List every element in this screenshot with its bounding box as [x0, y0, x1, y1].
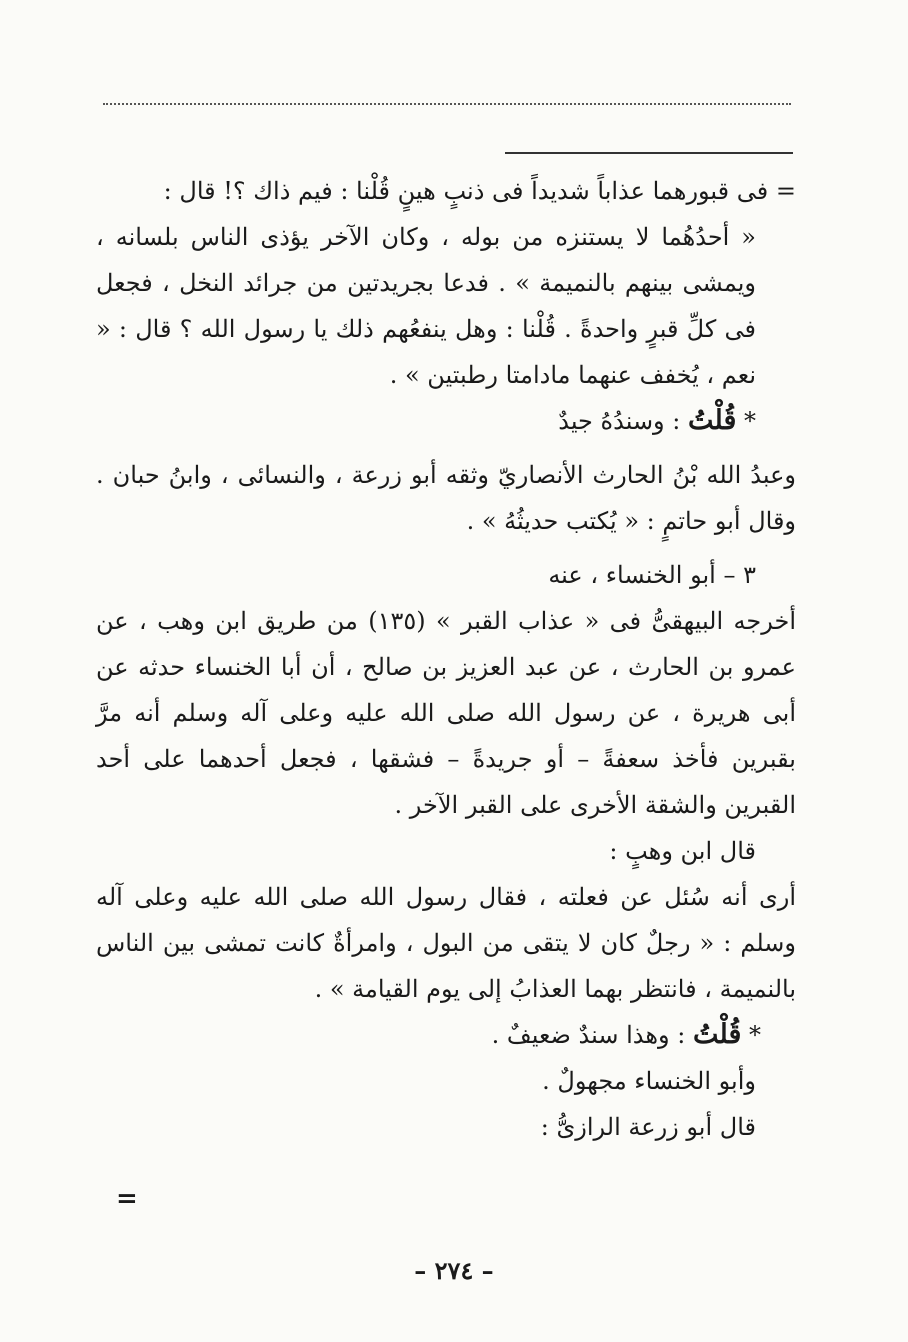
qal-ibn-wahb: قال ابن وهبٍ : [609, 837, 756, 865]
paragraph-narrator-note: وعبدُ الله بْنُ الحارث الأنصاريّ وثقه أبو زرعة ، والنسائى ، وابنُ حبان . وقال أبو حاتمٍ : « يُكتب حديثُهُ » . [96, 461, 796, 535]
section-heading-3: ٣ – أبو الخنساء ، عنه [548, 561, 756, 589]
dotted-divider [103, 103, 791, 105]
line-abu-zura: قال أبو زرعة الرازىُّ : [540, 1113, 756, 1141]
qultu-line-2 [96, 1012, 796, 1058]
star-marker: * [744, 407, 756, 435]
footnote-line-1: = فى قبورهما عذاباً شديداً فى ذنبٍ هينٍ قُلْنا : فيم ذاك ؟! قال : [163, 177, 796, 205]
paragraph-ibn-wahb: أرى أنه سُئل عن فعلته ، فقال رسول الله صلى الله عليه وعلى آله وسلم : « رجلٌ كان لا يتقى من البول ، وامرأةٌ كانت تمشى بين الناس بالنميمة ، فانتظر بهما العذابُ إلى يوم القيامة » . [96, 883, 796, 1003]
qultu-line-1 [96, 398, 796, 444]
qultu-label: قُلْتُ [688, 405, 737, 436]
star-marker: * [749, 1021, 761, 1049]
paragraph-bayhaqi: أخرجه البيهقىُّ فى « عذاب القبر » (١٣٥) من طريق ابن وهب ، عن عمرو بن الحارث ، عن عبد العزيز بن صالح ، أن أبا الخنساء حدثه عن أبى هريرة ، عن رسول الله صلى الله عليه وعلى آله وسلم أنه مرَّ بقبرين فأخذ سعفةً – أو جريدةً – فشقها ، فجعل أحدهما على أحد القبرين والشقة الأخرى على القبر الآخر . [96, 607, 796, 819]
footnote-hadith-text: « أحدُهُما لا يستنزه من بوله ، وكان الآخر يؤذى الناس بلسانه ، ويمشى بينهم بالنميمة » . فدعا بجريدتين من جرائد النخل ، فجعل فى كلِّ قبرٍ واحدةً . قُلْنا : وهل ينفعُهم ذلك يا رسول الله ؟ قال : « نعم ، يُخفف عنهما مادامتا رطبتين » . [96, 223, 756, 389]
qultu-label: قُلْتُ [693, 1019, 742, 1050]
line-abu-khansa: وأبو الخنساء مجهولٌ . [542, 1067, 756, 1095]
qultu-text-2: : وهذا سندٌ ضعيفٌ . [491, 1021, 686, 1049]
qultu-text-1: : وسندُهُ جيدٌ [558, 407, 681, 435]
page-body [96, 168, 796, 1150]
continuation-mark: = [116, 1184, 138, 1214]
page-number: – ٢٧٤ – [414, 1256, 494, 1285]
footnote-rule [505, 152, 793, 154]
